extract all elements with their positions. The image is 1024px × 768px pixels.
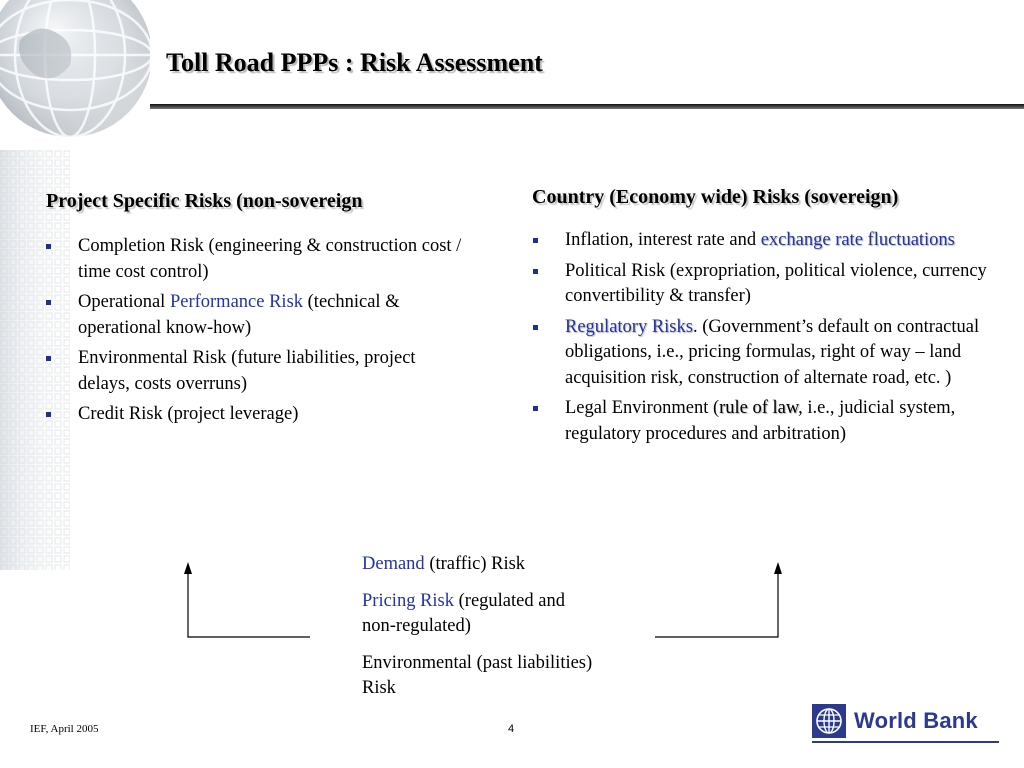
rule-of-law-link[interactable]: rule of law (719, 398, 799, 418)
logo-underline (812, 741, 999, 743)
item-text: Legal Environment ( (565, 398, 720, 418)
item-text: , i.e., judicial system, regulatory procedures and arbitration) (565, 398, 956, 444)
logo-text: World Bank (854, 708, 978, 733)
demand-rest: (traffic) Risk (424, 554, 526, 574)
arrow-up-icon (774, 562, 782, 574)
item-text: Environmental Risk (future liabilities, project delays, costs overruns) (78, 348, 416, 394)
item-text: (technical & operational know-how) (78, 292, 400, 338)
world-bank-logo (812, 704, 978, 738)
right-arrow-connector (655, 572, 778, 637)
environmental-risk-text: Environmental (past liabilities) Risk (362, 652, 593, 698)
item-text: Credit Risk (project leverage) (78, 404, 299, 424)
item-text: Inflation, interest rate and (565, 230, 761, 250)
exchange-rate-link[interactable]: exchange rate fluctuations (760, 230, 955, 250)
pricing-rest: (regulated and non-regulated) (362, 590, 565, 636)
regulatory-risks-link[interactable]: Regulatory Risks (565, 316, 693, 337)
performance-risk-link[interactable]: Performance Risk (169, 292, 304, 312)
page-number: 4 (508, 723, 515, 735)
world-bank-emblem-icon (812, 704, 846, 738)
item-text: Political Risk (expropriation, political violence, currency convertibility & transfer) (565, 260, 987, 306)
arrow-up-icon (184, 562, 192, 574)
left-arrow-connector (188, 572, 310, 637)
left-column-heading: Project Specific Risks (non-sovereign (46, 190, 363, 212)
demand-link[interactable]: Demand (362, 554, 425, 574)
footer-date: IEF, April 2005 (30, 723, 99, 735)
right-column-heading: Country (Economy wide) Risks (sovereign) (532, 186, 899, 208)
item-text: Operational (78, 292, 170, 312)
item-text: . (Government’s default on contractual obligations, i.e., pricing formulas, right of way – land acquisition risk, construction of alternate road, etc. ) (565, 316, 980, 388)
item-text: Completion Risk (engineering & construction cost / time cost control) (78, 236, 462, 282)
slide-title: Toll Road PPPs : Risk Assessment (166, 48, 543, 77)
pricing-risk-link[interactable]: Pricing Risk (362, 590, 454, 611)
